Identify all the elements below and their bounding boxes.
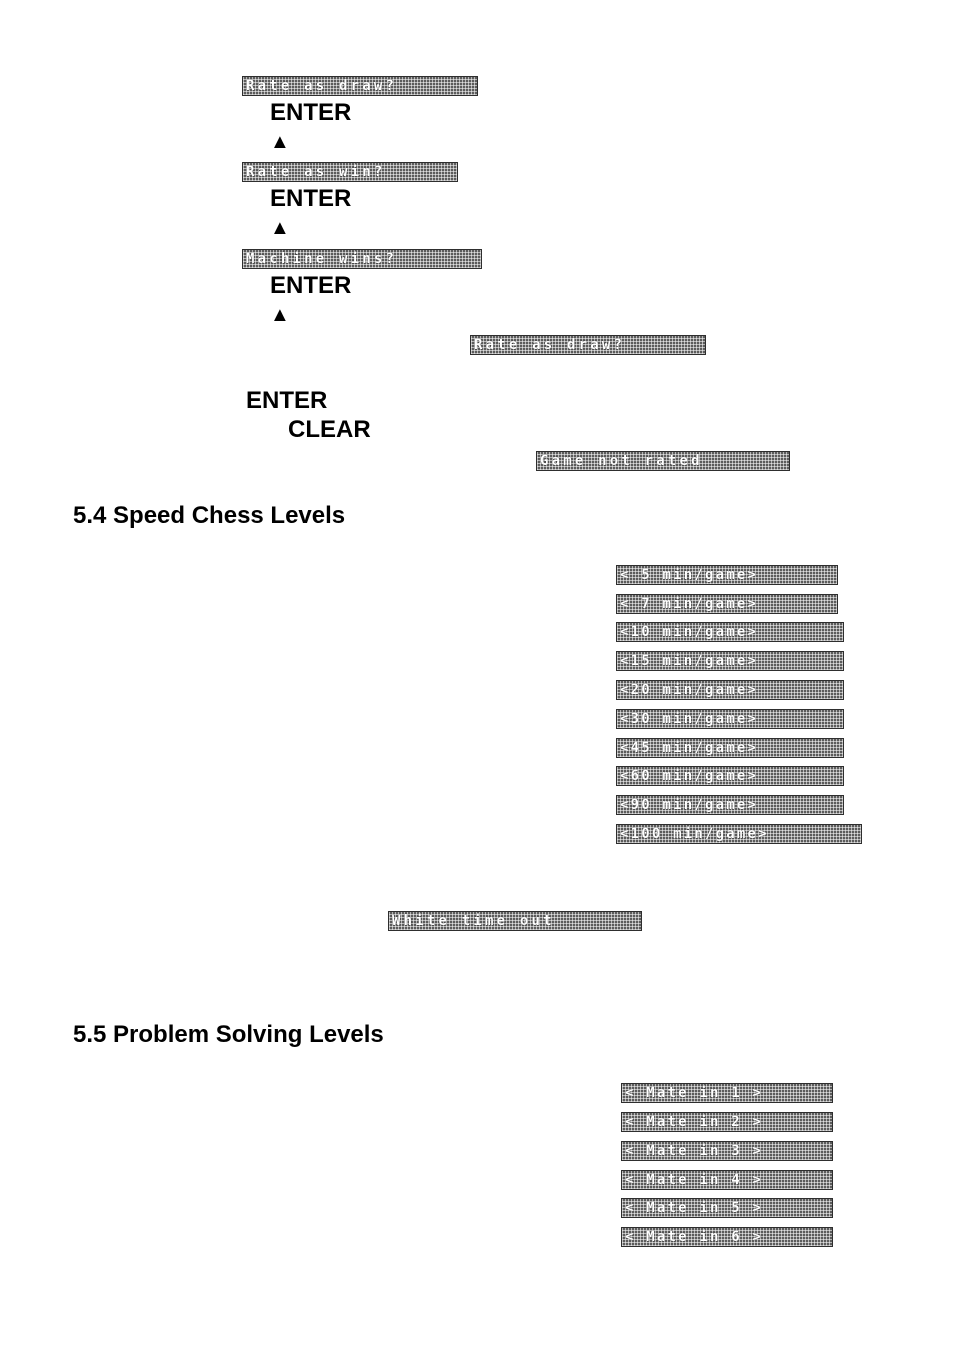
up-arrow-icon: ▲ [270, 217, 290, 239]
lcd-speed-level: < 7 min/game> [616, 594, 838, 614]
section-heading-speed-chess: 5.4 Speed Chess Levels [73, 502, 346, 529]
up-arrow-icon: ▲ [270, 131, 290, 153]
lcd-game-not-rated: Game not rated [536, 451, 790, 471]
lcd-speed-level: <30 min/game> [616, 709, 844, 729]
lcd-speed-level: <60 min/game> [616, 766, 844, 786]
lcd-speed-level: <45 min/game> [616, 738, 844, 758]
lcd-speed-level: <15 min/game> [616, 651, 844, 671]
lcd-speed-level: <90 min/game> [616, 795, 844, 815]
lcd-mate-level: < Mate in 3 > [621, 1141, 833, 1161]
lcd-white-time-out: White time out [388, 911, 642, 931]
lcd-mate-level: < Mate in 1 > [621, 1083, 833, 1103]
lcd-rate-as-draw-result: Rate as draw? [470, 335, 706, 355]
clear-key-label: CLEAR [288, 416, 371, 443]
lcd-speed-level: < 5 min/game> [616, 565, 838, 585]
lcd-mate-level: < Mate in 6 > [621, 1227, 833, 1247]
lcd-machine-wins: Machine wins? [242, 249, 482, 269]
lcd-mate-level: < Mate in 5 > [621, 1198, 833, 1218]
lcd-rate-as-draw: Rate as draw? [242, 76, 478, 96]
lcd-rate-as-win: Rate as win? [242, 162, 458, 182]
enter-key-label: ENTER [270, 272, 352, 299]
enter-key-label: ENTER [246, 387, 328, 414]
section-heading-problem-solving: 5.5 Problem Solving Levels [73, 1021, 384, 1048]
up-arrow-icon: ▲ [270, 304, 290, 326]
lcd-mate-level: < Mate in 4 > [621, 1170, 833, 1190]
lcd-speed-level: <10 min/game> [616, 622, 844, 642]
lcd-speed-level: <20 min/game> [616, 680, 844, 700]
enter-key-label: ENTER [270, 185, 352, 212]
lcd-mate-level: < Mate in 2 > [621, 1112, 833, 1132]
enter-key-label: ENTER [270, 99, 352, 126]
lcd-speed-level: <100 min/game> [616, 824, 862, 844]
